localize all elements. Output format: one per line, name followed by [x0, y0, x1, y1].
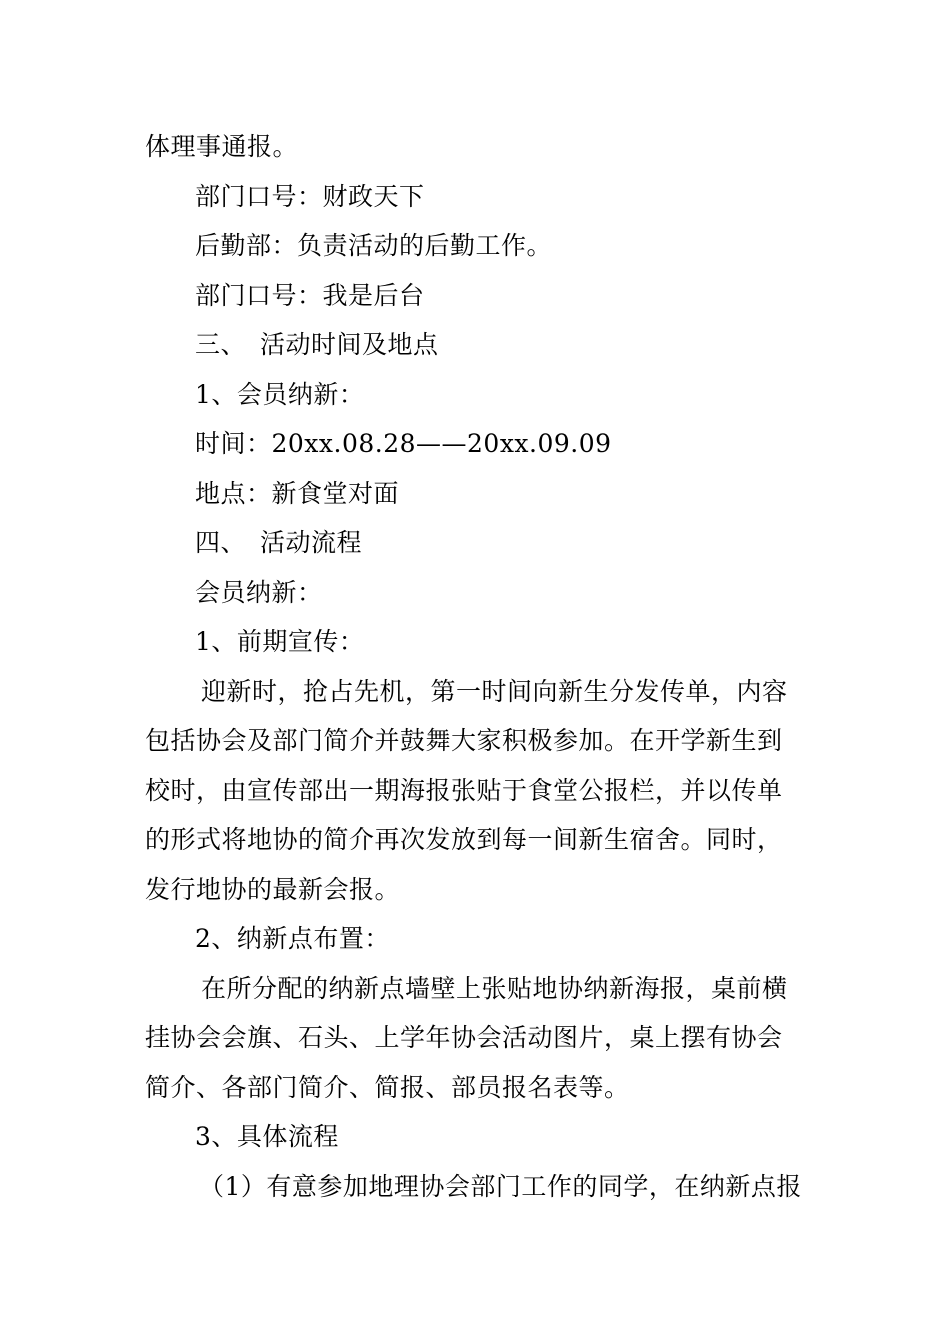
text-line: 时间：20xx.08.28——20xx.09.09	[195, 429, 612, 458]
section-heading	[145, 518, 810, 568]
text-line: 会员纳新：	[195, 577, 323, 607]
text-line: 挂协会会旗、石头、上学年协会活动图片，桌上摆有协会	[145, 1023, 783, 1052]
section-heading	[145, 320, 810, 370]
text-line: 2、纳新点布置：	[195, 924, 390, 953]
text-line: （1）有意参加地理协会部门工作的同学，在纳新点报	[199, 1171, 802, 1201]
text-line: 校时，由宣传部出一期海报张贴于食堂公报栏，并以传单	[145, 775, 783, 805]
section-number: 三、	[195, 330, 247, 359]
section-number: 四、	[195, 528, 247, 557]
text-line: 地点：新食堂对面	[195, 478, 400, 508]
section-title: 活动时间及地点	[260, 330, 439, 359]
text-line: 简介、各部门简介、简报、部员报名表等。	[145, 1072, 630, 1102]
text-line: 发行地协的最新会报。	[145, 874, 401, 904]
text-line: 后勤部：负责活动的后勤工作。	[195, 231, 553, 260]
text-line: 包括协会及部门简介并鼓舞大家积极参加。在开学新生到	[145, 726, 783, 755]
text-line: 迎新时，抢占先机，第一时间向新生分发传单，内容	[201, 676, 788, 706]
text-line: 3、具体流程	[195, 1122, 339, 1151]
text-line: 的形式将地协的简介再次发放到每一间新生宿舍。同时，	[145, 825, 783, 854]
text-line: 1、前期宣传：	[195, 627, 365, 656]
text-line: 在所分配的纳新点墙壁上张贴地协纳新海报，桌前横	[201, 973, 788, 1003]
document-page	[145, 122, 810, 1211]
text-line: 1、会员纳新：	[195, 379, 365, 409]
section-title: 活动流程	[260, 528, 363, 557]
text-line: 部门口号：我是后台	[195, 280, 425, 310]
text-line: 部门口号：财政天下	[195, 181, 425, 211]
text-line: 体理事通报。	[145, 132, 299, 161]
